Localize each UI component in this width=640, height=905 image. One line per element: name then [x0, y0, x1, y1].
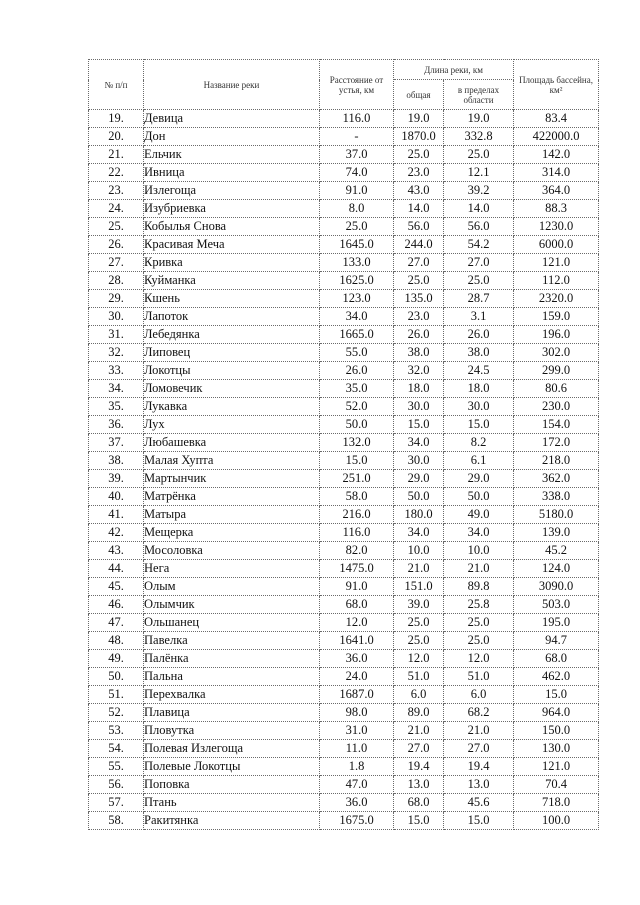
- cell-number: 44.: [89, 560, 144, 578]
- cell-distance: 91.0: [320, 578, 394, 596]
- cell-length-region: 29.0: [444, 470, 514, 488]
- cell-basin-area: 130.0: [514, 740, 599, 758]
- table-row: [89, 578, 599, 596]
- cell-basin-area: 150.0: [514, 722, 599, 740]
- cell-distance: 55.0: [320, 344, 394, 362]
- cell-length-region: 18.0: [444, 380, 514, 398]
- cell-length-region: 24.5: [444, 362, 514, 380]
- cell-distance: 116.0: [320, 524, 394, 542]
- cell-number: 50.: [89, 668, 144, 686]
- cell-basin-area: 6000.0: [514, 236, 599, 254]
- table-row: [89, 596, 599, 614]
- cell-number: 27.: [89, 254, 144, 272]
- cell-length-total: 25.0: [394, 632, 444, 650]
- header-area: Площадь бассейна, км²: [514, 60, 599, 110]
- cell-length-region: 39.2: [444, 182, 514, 200]
- cell-basin-area: 100.0: [514, 812, 599, 830]
- cell-length-total: 12.0: [394, 650, 444, 668]
- table-row: [89, 326, 599, 344]
- cell-distance: 1.8: [320, 758, 394, 776]
- cell-length-region: 51.0: [444, 668, 514, 686]
- cell-basin-area: 422000.0: [514, 128, 599, 146]
- table-row: [89, 452, 599, 470]
- cell-basin-area: 364.0: [514, 182, 599, 200]
- cell-basin-area: 314.0: [514, 164, 599, 182]
- cell-river-name: Олымчик: [144, 596, 320, 614]
- cell-length-region: 13.0: [444, 776, 514, 794]
- cell-length-total: 15.0: [394, 812, 444, 830]
- cell-length-region: 25.8: [444, 596, 514, 614]
- cell-basin-area: 121.0: [514, 758, 599, 776]
- cell-basin-area: 68.0: [514, 650, 599, 668]
- cell-river-name: Пальна: [144, 668, 320, 686]
- table-row: [89, 722, 599, 740]
- cell-river-name: Олым: [144, 578, 320, 596]
- cell-length-total: 135.0: [394, 290, 444, 308]
- table-row: [89, 272, 599, 290]
- cell-basin-area: 80.6: [514, 380, 599, 398]
- cell-river-name: Ракитянка: [144, 812, 320, 830]
- cell-length-region: 21.0: [444, 722, 514, 740]
- cell-length-region: 89.8: [444, 578, 514, 596]
- cell-distance: -: [320, 128, 394, 146]
- cell-distance: 1675.0: [320, 812, 394, 830]
- cell-number: 40.: [89, 488, 144, 506]
- cell-river-name: Матыра: [144, 506, 320, 524]
- cell-basin-area: 964.0: [514, 704, 599, 722]
- cell-river-name: Матрёнка: [144, 488, 320, 506]
- cell-distance: 36.0: [320, 650, 394, 668]
- cell-number: 58.: [89, 812, 144, 830]
- cell-length-total: 18.0: [394, 380, 444, 398]
- cell-length-region: 56.0: [444, 218, 514, 236]
- cell-length-region: 19.4: [444, 758, 514, 776]
- cell-basin-area: 3090.0: [514, 578, 599, 596]
- cell-length-total: 151.0: [394, 578, 444, 596]
- cell-river-name: Полевые Локотцы: [144, 758, 320, 776]
- cell-distance: 133.0: [320, 254, 394, 272]
- cell-length-region: 27.0: [444, 254, 514, 272]
- cell-distance: 24.0: [320, 668, 394, 686]
- cell-length-region: 10.0: [444, 542, 514, 560]
- table-row: [89, 128, 599, 146]
- table-row: [89, 524, 599, 542]
- cell-basin-area: 45.2: [514, 542, 599, 560]
- cell-river-name: Лукавка: [144, 398, 320, 416]
- table-row: [89, 650, 599, 668]
- cell-river-name: Липовец: [144, 344, 320, 362]
- cell-river-name: Поповка: [144, 776, 320, 794]
- cell-river-name: Мосоловка: [144, 542, 320, 560]
- rivers-table: [88, 59, 599, 830]
- table-row: [89, 794, 599, 812]
- cell-distance: 25.0: [320, 218, 394, 236]
- header-num: № п/п: [89, 60, 144, 110]
- cell-basin-area: 718.0: [514, 794, 599, 812]
- cell-basin-area: 2320.0: [514, 290, 599, 308]
- cell-length-total: 23.0: [394, 308, 444, 326]
- table-body: [89, 110, 599, 830]
- cell-river-name: Излегоща: [144, 182, 320, 200]
- cell-basin-area: 112.0: [514, 272, 599, 290]
- cell-river-name: Красивая Меча: [144, 236, 320, 254]
- cell-length-total: 6.0: [394, 686, 444, 704]
- table-row: [89, 632, 599, 650]
- cell-river-name: Лапоток: [144, 308, 320, 326]
- cell-distance: 1665.0: [320, 326, 394, 344]
- table-row: [89, 380, 599, 398]
- cell-distance: 31.0: [320, 722, 394, 740]
- table-row: [89, 344, 599, 362]
- cell-length-total: 50.0: [394, 488, 444, 506]
- table-row: [89, 236, 599, 254]
- cell-length-region: 21.0: [444, 560, 514, 578]
- cell-length-region: 25.0: [444, 632, 514, 650]
- cell-length-region: 6.0: [444, 686, 514, 704]
- table-row: [89, 182, 599, 200]
- cell-number: 35.: [89, 398, 144, 416]
- cell-river-name: Малая Хупта: [144, 452, 320, 470]
- cell-river-name: Куйманка: [144, 272, 320, 290]
- cell-number: 43.: [89, 542, 144, 560]
- cell-distance: 35.0: [320, 380, 394, 398]
- cell-distance: 91.0: [320, 182, 394, 200]
- cell-number: 21.: [89, 146, 144, 164]
- cell-river-name: Кшень: [144, 290, 320, 308]
- table-row: [89, 740, 599, 758]
- table-row: [89, 758, 599, 776]
- cell-number: 41.: [89, 506, 144, 524]
- cell-distance: 1641.0: [320, 632, 394, 650]
- cell-length-region: 26.0: [444, 326, 514, 344]
- cell-basin-area: 462.0: [514, 668, 599, 686]
- cell-distance: 15.0: [320, 452, 394, 470]
- cell-length-total: 14.0: [394, 200, 444, 218]
- cell-basin-area: 503.0: [514, 596, 599, 614]
- cell-river-name: Лух: [144, 416, 320, 434]
- cell-number: 46.: [89, 596, 144, 614]
- cell-length-total: 10.0: [394, 542, 444, 560]
- cell-river-name: Изубриевка: [144, 200, 320, 218]
- cell-length-total: 34.0: [394, 434, 444, 452]
- cell-length-total: 29.0: [394, 470, 444, 488]
- cell-length-region: 12.1: [444, 164, 514, 182]
- header-distance: Расстояние от устья, км: [320, 60, 394, 110]
- table-row: [89, 812, 599, 830]
- cell-distance: 98.0: [320, 704, 394, 722]
- cell-basin-area: 83.4: [514, 110, 599, 128]
- cell-river-name: Ломовечик: [144, 380, 320, 398]
- table-row: [89, 704, 599, 722]
- cell-basin-area: 15.0: [514, 686, 599, 704]
- cell-length-region: 25.0: [444, 272, 514, 290]
- cell-number: 51.: [89, 686, 144, 704]
- table-row: [89, 110, 599, 128]
- cell-number: 19.: [89, 110, 144, 128]
- table-row: [89, 434, 599, 452]
- cell-number: 53.: [89, 722, 144, 740]
- cell-number: 24.: [89, 200, 144, 218]
- cell-river-name: Ольшанец: [144, 614, 320, 632]
- cell-length-total: 30.0: [394, 398, 444, 416]
- cell-number: 48.: [89, 632, 144, 650]
- cell-river-name: Любашевка: [144, 434, 320, 452]
- cell-number: 31.: [89, 326, 144, 344]
- cell-distance: 1687.0: [320, 686, 394, 704]
- cell-distance: 1645.0: [320, 236, 394, 254]
- table-row: [89, 164, 599, 182]
- cell-length-region: 54.2: [444, 236, 514, 254]
- cell-number: 26.: [89, 236, 144, 254]
- cell-number: 55.: [89, 758, 144, 776]
- cell-distance: 36.0: [320, 794, 394, 812]
- table-header: [89, 60, 599, 110]
- cell-distance: 68.0: [320, 596, 394, 614]
- cell-length-total: 23.0: [394, 164, 444, 182]
- cell-number: 23.: [89, 182, 144, 200]
- cell-number: 38.: [89, 452, 144, 470]
- cell-basin-area: 139.0: [514, 524, 599, 542]
- cell-basin-area: 230.0: [514, 398, 599, 416]
- cell-number: 42.: [89, 524, 144, 542]
- cell-length-total: 244.0: [394, 236, 444, 254]
- cell-basin-area: 70.4: [514, 776, 599, 794]
- cell-number: 56.: [89, 776, 144, 794]
- table-row: [89, 290, 599, 308]
- cell-river-name: Палёнка: [144, 650, 320, 668]
- table-row: [89, 218, 599, 236]
- cell-river-name: Ельчик: [144, 146, 320, 164]
- cell-number: 22.: [89, 164, 144, 182]
- header-name: Название реки: [144, 60, 320, 110]
- cell-length-total: 43.0: [394, 182, 444, 200]
- cell-length-region: 50.0: [444, 488, 514, 506]
- cell-length-region: 3.1: [444, 308, 514, 326]
- cell-basin-area: 302.0: [514, 344, 599, 362]
- cell-distance: 34.0: [320, 308, 394, 326]
- cell-length-region: 34.0: [444, 524, 514, 542]
- header-length-region: в пределах области: [444, 80, 514, 110]
- cell-length-total: 25.0: [394, 146, 444, 164]
- cell-basin-area: 218.0: [514, 452, 599, 470]
- cell-length-region: 19.0: [444, 110, 514, 128]
- cell-distance: 47.0: [320, 776, 394, 794]
- cell-river-name: Лебедянка: [144, 326, 320, 344]
- table-row: [89, 146, 599, 164]
- cell-number: 34.: [89, 380, 144, 398]
- cell-number: 54.: [89, 740, 144, 758]
- table-row: [89, 614, 599, 632]
- table-row: [89, 416, 599, 434]
- cell-length-total: 89.0: [394, 704, 444, 722]
- cell-distance: 251.0: [320, 470, 394, 488]
- cell-basin-area: 196.0: [514, 326, 599, 344]
- cell-length-total: 30.0: [394, 452, 444, 470]
- table-row: [89, 362, 599, 380]
- cell-number: 28.: [89, 272, 144, 290]
- cell-length-region: 8.2: [444, 434, 514, 452]
- cell-length-region: 28.7: [444, 290, 514, 308]
- cell-length-region: 25.0: [444, 614, 514, 632]
- cell-distance: 37.0: [320, 146, 394, 164]
- cell-distance: 26.0: [320, 362, 394, 380]
- cell-length-total: 51.0: [394, 668, 444, 686]
- table-row: [89, 506, 599, 524]
- cell-length-region: 68.2: [444, 704, 514, 722]
- cell-length-region: 6.1: [444, 452, 514, 470]
- cell-length-total: 21.0: [394, 722, 444, 740]
- cell-distance: 123.0: [320, 290, 394, 308]
- table-row: [89, 560, 599, 578]
- cell-distance: 52.0: [320, 398, 394, 416]
- table-row: [89, 308, 599, 326]
- cell-length-region: 27.0: [444, 740, 514, 758]
- cell-number: 36.: [89, 416, 144, 434]
- cell-number: 25.: [89, 218, 144, 236]
- header-length: Длина реки, км: [394, 60, 514, 80]
- cell-basin-area: 124.0: [514, 560, 599, 578]
- table-row: [89, 776, 599, 794]
- cell-number: 37.: [89, 434, 144, 452]
- cell-river-name: Нега: [144, 560, 320, 578]
- cell-river-name: Мартынчик: [144, 470, 320, 488]
- cell-basin-area: 338.0: [514, 488, 599, 506]
- cell-river-name: Кривка: [144, 254, 320, 272]
- cell-number: 52.: [89, 704, 144, 722]
- cell-distance: 216.0: [320, 506, 394, 524]
- cell-river-name: Перехвалка: [144, 686, 320, 704]
- cell-length-total: 21.0: [394, 560, 444, 578]
- cell-distance: 1475.0: [320, 560, 394, 578]
- cell-length-total: 19.4: [394, 758, 444, 776]
- cell-river-name: Мещерка: [144, 524, 320, 542]
- table-row: [89, 686, 599, 704]
- cell-length-total: 27.0: [394, 740, 444, 758]
- header-length-total: общая: [394, 80, 444, 110]
- cell-number: 29.: [89, 290, 144, 308]
- cell-length-region: 30.0: [444, 398, 514, 416]
- cell-distance: 50.0: [320, 416, 394, 434]
- cell-basin-area: 362.0: [514, 470, 599, 488]
- cell-number: 32.: [89, 344, 144, 362]
- cell-length-total: 25.0: [394, 272, 444, 290]
- table-row: [89, 470, 599, 488]
- cell-basin-area: 88.3: [514, 200, 599, 218]
- cell-distance: 132.0: [320, 434, 394, 452]
- table-row: [89, 254, 599, 272]
- cell-distance: 74.0: [320, 164, 394, 182]
- cell-length-region: 45.6: [444, 794, 514, 812]
- cell-basin-area: 121.0: [514, 254, 599, 272]
- cell-number: 39.: [89, 470, 144, 488]
- cell-distance: 11.0: [320, 740, 394, 758]
- cell-river-name: Плавица: [144, 704, 320, 722]
- cell-length-total: 68.0: [394, 794, 444, 812]
- table-row: [89, 398, 599, 416]
- cell-length-total: 32.0: [394, 362, 444, 380]
- cell-length-region: 14.0: [444, 200, 514, 218]
- cell-basin-area: 159.0: [514, 308, 599, 326]
- cell-basin-area: 154.0: [514, 416, 599, 434]
- cell-distance: 1625.0: [320, 272, 394, 290]
- cell-length-region: 12.0: [444, 650, 514, 668]
- cell-length-total: 15.0: [394, 416, 444, 434]
- cell-river-name: Птань: [144, 794, 320, 812]
- cell-basin-area: 1230.0: [514, 218, 599, 236]
- cell-number: 20.: [89, 128, 144, 146]
- cell-length-total: 25.0: [394, 614, 444, 632]
- cell-length-region: 15.0: [444, 416, 514, 434]
- cell-distance: 12.0: [320, 614, 394, 632]
- cell-river-name: Пловутка: [144, 722, 320, 740]
- table-row: [89, 668, 599, 686]
- table-row: [89, 488, 599, 506]
- cell-basin-area: 172.0: [514, 434, 599, 452]
- cell-river-name: Дон: [144, 128, 320, 146]
- cell-length-total: 27.0: [394, 254, 444, 272]
- cell-basin-area: 142.0: [514, 146, 599, 164]
- cell-river-name: Девица: [144, 110, 320, 128]
- cell-basin-area: 195.0: [514, 614, 599, 632]
- cell-number: 30.: [89, 308, 144, 326]
- cell-number: 33.: [89, 362, 144, 380]
- cell-distance: 8.0: [320, 200, 394, 218]
- cell-length-total: 13.0: [394, 776, 444, 794]
- cell-length-total: 38.0: [394, 344, 444, 362]
- cell-basin-area: 5180.0: [514, 506, 599, 524]
- cell-length-total: 39.0: [394, 596, 444, 614]
- cell-number: 49.: [89, 650, 144, 668]
- cell-length-region: 38.0: [444, 344, 514, 362]
- cell-length-total: 19.0: [394, 110, 444, 128]
- cell-river-name: Павелка: [144, 632, 320, 650]
- cell-river-name: Локотцы: [144, 362, 320, 380]
- cell-length-region: 15.0: [444, 812, 514, 830]
- cell-number: 45.: [89, 578, 144, 596]
- table-row: [89, 542, 599, 560]
- cell-length-region: 49.0: [444, 506, 514, 524]
- cell-basin-area: 299.0: [514, 362, 599, 380]
- cell-river-name: Полевая Излегоща: [144, 740, 320, 758]
- cell-basin-area: 94.7: [514, 632, 599, 650]
- table-row: [89, 200, 599, 218]
- cell-river-name: Кобылья Снова: [144, 218, 320, 236]
- cell-distance: 82.0: [320, 542, 394, 560]
- cell-length-region: 332.8: [444, 128, 514, 146]
- cell-length-total: 26.0: [394, 326, 444, 344]
- cell-distance: 116.0: [320, 110, 394, 128]
- cell-river-name: Ивница: [144, 164, 320, 182]
- cell-number: 47.: [89, 614, 144, 632]
- cell-length-total: 56.0: [394, 218, 444, 236]
- cell-number: 57.: [89, 794, 144, 812]
- cell-length-total: 1870.0: [394, 128, 444, 146]
- cell-length-region: 25.0: [444, 146, 514, 164]
- cell-length-total: 34.0: [394, 524, 444, 542]
- cell-length-total: 180.0: [394, 506, 444, 524]
- cell-distance: 58.0: [320, 488, 394, 506]
